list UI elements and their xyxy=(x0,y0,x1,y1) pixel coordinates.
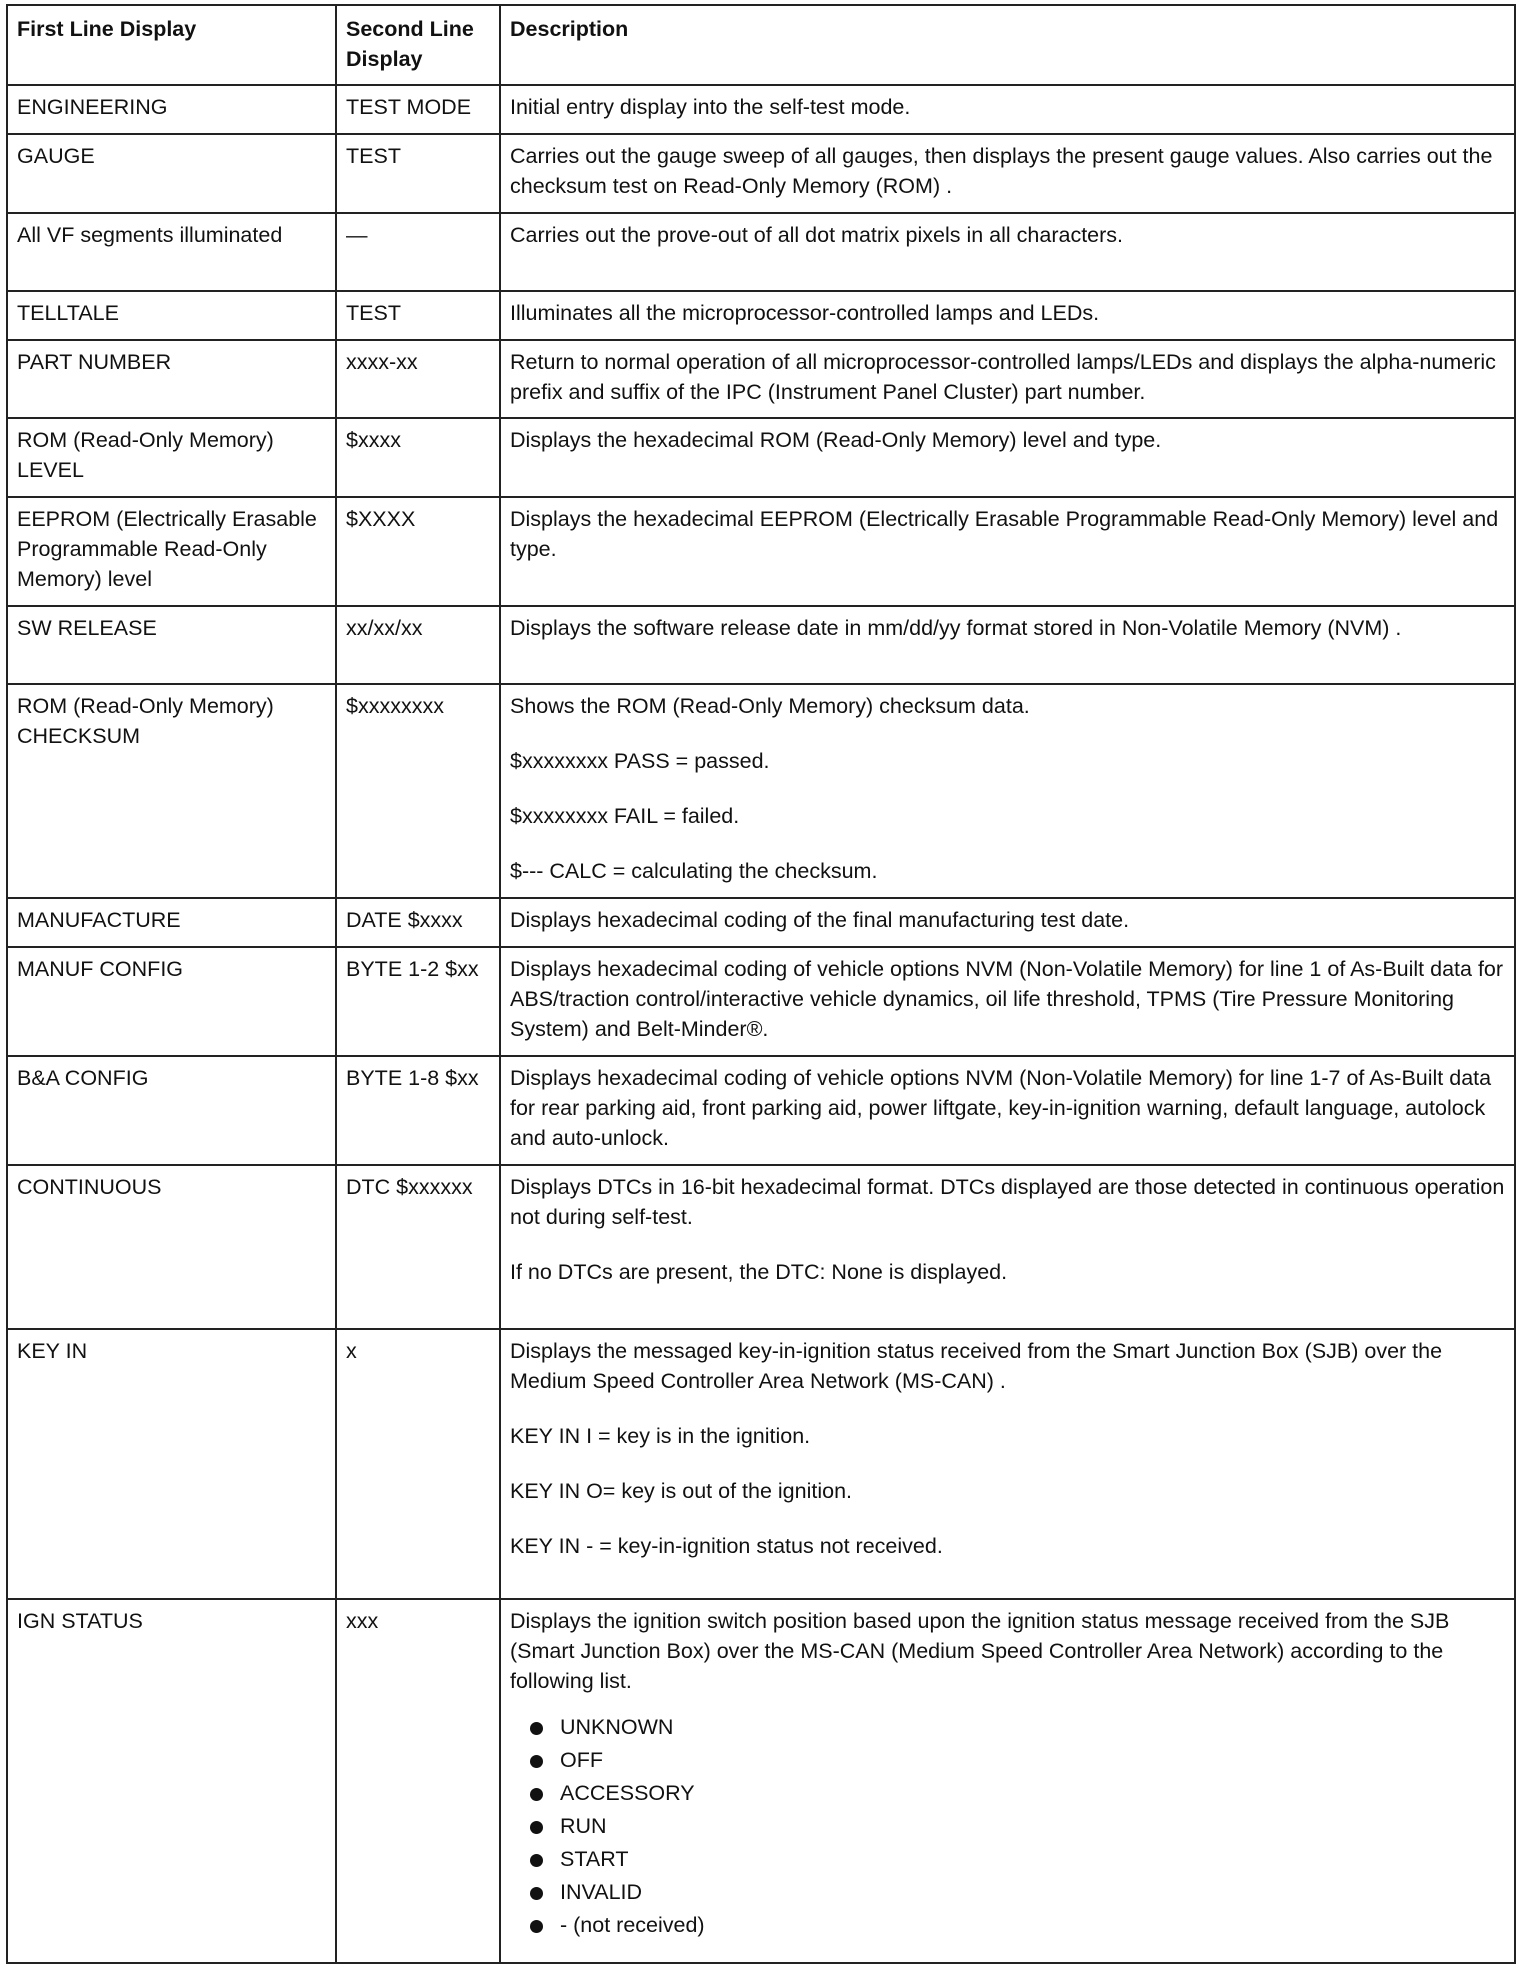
description-paragraph: Displays hexadecimal coding of the final manufacturing test date. xyxy=(510,908,1130,932)
description-paragraph: Illuminates all the microprocessor-controlled lamps and LEDs. xyxy=(510,301,1100,325)
first-line-display-cell: IGN STATUS xyxy=(7,1599,336,1963)
list-item: INVALID xyxy=(510,1876,1505,1909)
second-line-display-cell: xxxx-xx xyxy=(336,340,500,418)
description-paragraph: Displays the messaged key-in-ignition status received from the Smart Junction Box (SJB) over the Medium Speed Controller Area Network (MS-CAN) . xyxy=(510,1339,1443,1393)
description-cell xyxy=(500,1056,1515,1165)
second-line-display-cell: $XXXX xyxy=(336,497,500,606)
list-item: - (not received) xyxy=(510,1909,1505,1942)
table-row xyxy=(7,134,1515,213)
description-cell xyxy=(500,1599,1515,1963)
table-row xyxy=(7,340,1515,418)
description-cell xyxy=(500,291,1515,340)
header-first-line-display: First Line Display xyxy=(7,5,336,85)
second-line-display-cell: TEST MODE xyxy=(336,85,500,134)
description-paragraph: Displays the hexadecimal ROM (Read-Only Memory) level and type. xyxy=(510,428,1162,452)
first-line-display-cell: CONTINUOUS xyxy=(7,1165,336,1329)
description-paragraph: Displays hexadecimal coding of vehicle options NVM (Non-Volatile Memory) for line 1-7 of As-Built data for rear parking aid, front parking aid, power liftgate, key-in-ignition warning, default language, autolock and auto-unlock. xyxy=(510,1066,1492,1150)
description-paragraph: $--- CALC = calculating the checksum. xyxy=(510,859,878,883)
self-test-display-table xyxy=(6,4,1516,1964)
description-cell xyxy=(500,684,1515,898)
first-line-display-cell: EEPROM (Electrically Erasable Programmable Read-Only Memory) level xyxy=(7,497,336,606)
second-line-display-cell: DTC $xxxxxx xyxy=(336,1165,500,1329)
description-paragraph: KEY IN I = key is in the ignition. xyxy=(510,1424,811,1448)
description-paragraph: Displays the ignition switch position based upon the ignition status message received from the SJB (Smart Junction Box) over the MS-CAN (Medium Speed Controller Area Network) according to the following list. xyxy=(510,1609,1450,1693)
description-paragraph: Displays the software release date in mm/dd/yy format stored in Non-Volatile Memory (NVM) . xyxy=(510,616,1402,640)
table-row xyxy=(7,418,1515,497)
description-cell xyxy=(500,213,1515,291)
table-row xyxy=(7,85,1515,134)
description-cell xyxy=(500,340,1515,418)
description-paragraph: KEY IN - = key-in-ignition status not received. xyxy=(510,1534,943,1558)
second-line-display-cell: TEST xyxy=(336,134,500,213)
second-line-display-cell: $xxxxxxxx xyxy=(336,684,500,898)
second-line-display-cell: $xxxx xyxy=(336,418,500,497)
table-row xyxy=(7,1329,1515,1599)
second-line-display-cell: BYTE 1-2 $xx xyxy=(336,947,500,1056)
description-cell xyxy=(500,1165,1515,1329)
description-cell xyxy=(500,606,1515,684)
first-line-display-cell: ROM (Read-Only Memory) LEVEL xyxy=(7,418,336,497)
table-body xyxy=(7,85,1515,1963)
first-line-display-cell: SW RELEASE xyxy=(7,606,336,684)
second-line-display-cell: TEST xyxy=(336,291,500,340)
first-line-display-cell: KEY IN xyxy=(7,1329,336,1599)
description-cell xyxy=(500,1329,1515,1599)
header-second-line-display: Second Line Display xyxy=(336,5,500,85)
second-line-display-cell: xxx xyxy=(336,1599,500,1963)
table-row xyxy=(7,1056,1515,1165)
first-line-display-cell: ENGINEERING xyxy=(7,85,336,134)
second-line-display-cell: x xyxy=(336,1329,500,1599)
description-paragraph: KEY IN O= key is out of the ignition. xyxy=(510,1479,852,1503)
header-row xyxy=(7,5,1515,85)
description-cell xyxy=(500,134,1515,213)
table-row xyxy=(7,497,1515,606)
description-paragraph: If no DTCs are present, the DTC: None is displayed. xyxy=(510,1260,1008,1284)
description-paragraph: Carries out the prove-out of all dot matrix pixels in all characters. xyxy=(510,223,1124,247)
description-paragraph: Initial entry display into the self-test mode. xyxy=(510,95,911,119)
ignition-status-list xyxy=(510,1711,1505,1942)
description-cell xyxy=(500,85,1515,134)
table-row xyxy=(7,947,1515,1056)
second-line-display-cell: DATE $xxxx xyxy=(336,898,500,947)
list-item: ACCESSORY xyxy=(510,1777,1505,1810)
table-row xyxy=(7,898,1515,947)
second-line-display-cell: BYTE 1-8 $xx xyxy=(336,1056,500,1165)
second-line-display-cell: xx/xx/xx xyxy=(336,606,500,684)
description-paragraph: Carries out the gauge sweep of all gauges, then displays the present gauge values. Also carries out the checksum test on Read-Only Memory (ROM) . xyxy=(510,144,1493,198)
list-item: UNKNOWN xyxy=(510,1711,1505,1744)
description-paragraph: Return to normal operation of all microprocessor-controlled lamps/LEDs and displays the alpha-numeric prefix and suffix of the IPC (Instrument Panel Cluster) part number. xyxy=(510,350,1496,404)
description-paragraph: Shows the ROM (Read-Only Memory) checksum data. xyxy=(510,694,1030,718)
description-cell xyxy=(500,898,1515,947)
table-row xyxy=(7,291,1515,340)
description-paragraph: $xxxxxxxx FAIL = failed. xyxy=(510,804,740,828)
description-paragraph: $xxxxxxxx PASS = passed. xyxy=(510,749,770,773)
first-line-display-cell: MANUFACTURE xyxy=(7,898,336,947)
description-paragraph: Displays DTCs in 16-bit hexadecimal format. DTCs displayed are those detected in continuous operation not during self-test. xyxy=(510,1175,1505,1229)
description-cell xyxy=(500,418,1515,497)
first-line-display-cell: GAUGE xyxy=(7,134,336,213)
table-row xyxy=(7,1165,1515,1329)
description-cell xyxy=(500,497,1515,606)
first-line-display-cell: MANUF CONFIG xyxy=(7,947,336,1056)
first-line-display-cell: TELLTALE xyxy=(7,291,336,340)
description-cell xyxy=(500,947,1515,1056)
second-line-display-cell: — xyxy=(336,213,500,291)
description-paragraph: Displays the hexadecimal EEPROM (Electrically Erasable Programmable Read-Only Memory) level and type. xyxy=(510,507,1499,561)
first-line-display-cell: ROM (Read-Only Memory) CHECKSUM xyxy=(7,684,336,898)
first-line-display-cell: B&A CONFIG xyxy=(7,1056,336,1165)
first-line-display-cell: All VF segments illuminated xyxy=(7,213,336,291)
description-paragraph: Displays hexadecimal coding of vehicle options NVM (Non-Volatile Memory) for line 1 of As-Built data for ABS/traction control/interactive vehicle dynamics, oil life threshold, TPMS (Tire Pressure Monitoring System) and Belt-Minder®. xyxy=(510,957,1504,1041)
table-row xyxy=(7,684,1515,898)
first-line-display-cell: PART NUMBER xyxy=(7,340,336,418)
list-item: RUN xyxy=(510,1810,1505,1843)
list-item: OFF xyxy=(510,1744,1505,1777)
header-description: Description xyxy=(500,5,1515,85)
table-row xyxy=(7,213,1515,291)
list-item: START xyxy=(510,1843,1505,1876)
table-row xyxy=(7,1599,1515,1963)
table-row xyxy=(7,606,1515,684)
